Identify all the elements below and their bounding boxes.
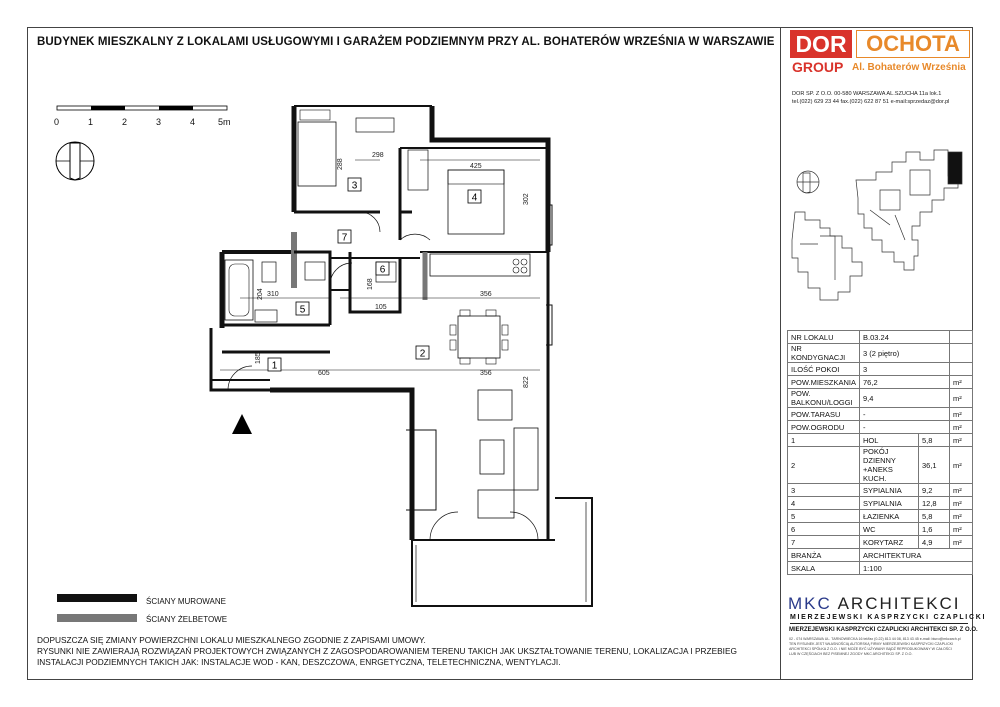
table-row: POW.MIESZKANIA 76,2 m² (788, 376, 973, 389)
dim-822: 822 (523, 376, 530, 388)
key-plan (792, 150, 962, 300)
room-7-label: 7 (341, 232, 348, 244)
room-3-label: 3 (351, 180, 358, 192)
scale-label-4: 4 (190, 117, 196, 127)
table-row: POW.TARASU - m² (788, 408, 973, 421)
dim-288: 288 (337, 158, 344, 170)
scale-label-0: 0 (54, 117, 60, 127)
architect-disclaimer: 02 - 074 WARSZAWA UL. TARNOWIECKA 16 tel/fax (0-22) 813 44 08, 813 43 45 e-mail: biuro@mkcarch.pl TEN RYSUNEK JEST WŁASNOŚCIĄ AUTORSKĄ FIRMY MIERZEJEWSKI KASPRZYCKI CZAPLICKI ARCHITEKCI SPÓŁKA Z O.O. I NIE MOŻE BYĆ UŻYWANY BĄDŹ REPRODUKOWANY W CAŁOŚCI LUB W CZĘŚCIACH BEZ PISEMNEJ ZGODY MKC ARCHITEKCI SP. Z O.O. (789, 637, 961, 656)
dim-356-top: 356 (480, 291, 492, 298)
table-row: 3 SYPIALNIA 9,2 m² (788, 484, 973, 497)
room-labels (268, 178, 481, 372)
legend-masonry-label: ŚCIANY MUROWANE (146, 597, 227, 606)
architect-logo-mkc: MKC (788, 594, 832, 613)
room-2-label: 2 (419, 348, 426, 360)
architect-subtitle: MIERZEJEWSKI KASPRZYCKI CZAPLICKI (790, 614, 987, 621)
table-row: POW. BALKONU/LOGGI 9,4 m² (788, 389, 973, 408)
floor-plan (211, 106, 592, 606)
notes (37, 635, 737, 668)
unit-info-table (787, 330, 973, 575)
entrance-marker-icon (232, 414, 252, 434)
table-row: 7 KORYTARZ 4,9 m² (788, 536, 973, 549)
contact-line-2: tel.(022) 629 23 44 fax.(022) 622 87 51 e-mail:sprzedaz@dor.pl (792, 99, 950, 105)
dim-204: 204 (257, 288, 264, 300)
room-4-label: 4 (471, 192, 478, 204)
table-row: NR KONDYGNACJI 3 (2 piętro) (788, 344, 973, 363)
north-arrow-icon (56, 142, 94, 180)
table-row: ILOŚĆ POKOI 3 (788, 363, 973, 376)
scale-label-2: 2 (122, 117, 128, 127)
room-6-label: 6 (379, 264, 386, 276)
dim-605: 605 (318, 370, 330, 377)
table-row: BRANŻA ARCHITEKTURA (788, 549, 973, 562)
table-row: 5 ŁAZIENKA 5,8 m² (788, 510, 973, 523)
table-row: 1 HOL 5,8 m² (788, 434, 973, 447)
dim-425: 425 (470, 163, 482, 170)
dim-185: 185 (255, 352, 262, 364)
scale-label-3: 3 (156, 117, 162, 127)
logo-dor: DOR (790, 30, 852, 58)
table-row: POW.OGRODU - m² (788, 421, 973, 434)
contact-line-1: DOR SP. Z O.O. 00-580 WARSZAWA AL.SZUCHA 11a lok.1 (792, 91, 942, 97)
logo-ochota: OCHOTA (856, 30, 970, 58)
logo-group: GROUP (792, 59, 844, 75)
scale-bar (57, 106, 227, 110)
architect-divider (790, 623, 968, 624)
legend-concrete-swatch (57, 614, 137, 622)
table-row: 2 POKÓJ DZIENNY +ANEKS KUCH. 36,1 m² (788, 447, 973, 484)
note-line-2: RYSUNKI NIE ZAWIERAJĄ ROZWIĄZAŃ PROJEKTOWYCH ZWIĄZANYCH Z ZAGOSPODAROWANIEM TERENU TAKICH JAK UKSZTAŁTOWANIE TERENU, LOKALIZACJA I PRZEBIEG (37, 646, 737, 656)
legend-masonry-swatch (57, 594, 137, 602)
dim-310: 310 (267, 291, 279, 298)
room-5-label: 5 (299, 304, 306, 316)
dim-105: 105 (375, 304, 387, 311)
room-1-label: 1 (271, 360, 278, 372)
legend-concrete-label: ŚCIANY ŻELBETOWE (146, 615, 228, 624)
dim-302: 302 (523, 193, 530, 205)
table-row: NR LOKALU B.03.24 (788, 331, 973, 344)
note-line-3: INSTALACJI PODZIEMNYCH TAKICH JAK: INSTALACJE WOD - KAN, DESZCZOWA, ENRGETYCZNA, TELETECHNICZNA, WENTYLACJI. (37, 657, 561, 667)
dim-168: 168 (367, 278, 374, 290)
architect-address: MIERZEJEWSKI KASPRZYCKI CZAPLICKI ARCHITEKCI SP. Z O.O. (789, 627, 978, 633)
table-row: 6 WC 1,6 m² (788, 523, 973, 536)
page-title: BUDYNEK MIESZKALNY Z LOKALAMI USŁUGOWYMI I GARAŻEM PODZIEMNYM PRZY AL. BOHATERÓW WRZEŚNIA W WARSZAWIE (37, 36, 775, 48)
logo-address: Al. Bohaterów Września (852, 62, 966, 73)
dim-356-bottom: 356 (480, 370, 492, 377)
table-row: SKALA 1:100 (788, 562, 973, 575)
architect-logo-architekci: ARCHITEKCI (837, 594, 961, 613)
dim-298: 298 (372, 152, 384, 159)
table-row: 4 SYPIALNIA 12,8 m² (788, 497, 973, 510)
architect-logo (788, 594, 961, 614)
scale-label-1: 1 (88, 117, 94, 127)
note-line-1: DOPUSZCZA SIĘ ZMIANY POWIERZCHNI LOKALU MIESZKALNEGO ZGODNIE Z ZAPISAMI UMOWY. (37, 635, 426, 645)
scale-label-5m: 5m (218, 117, 231, 127)
